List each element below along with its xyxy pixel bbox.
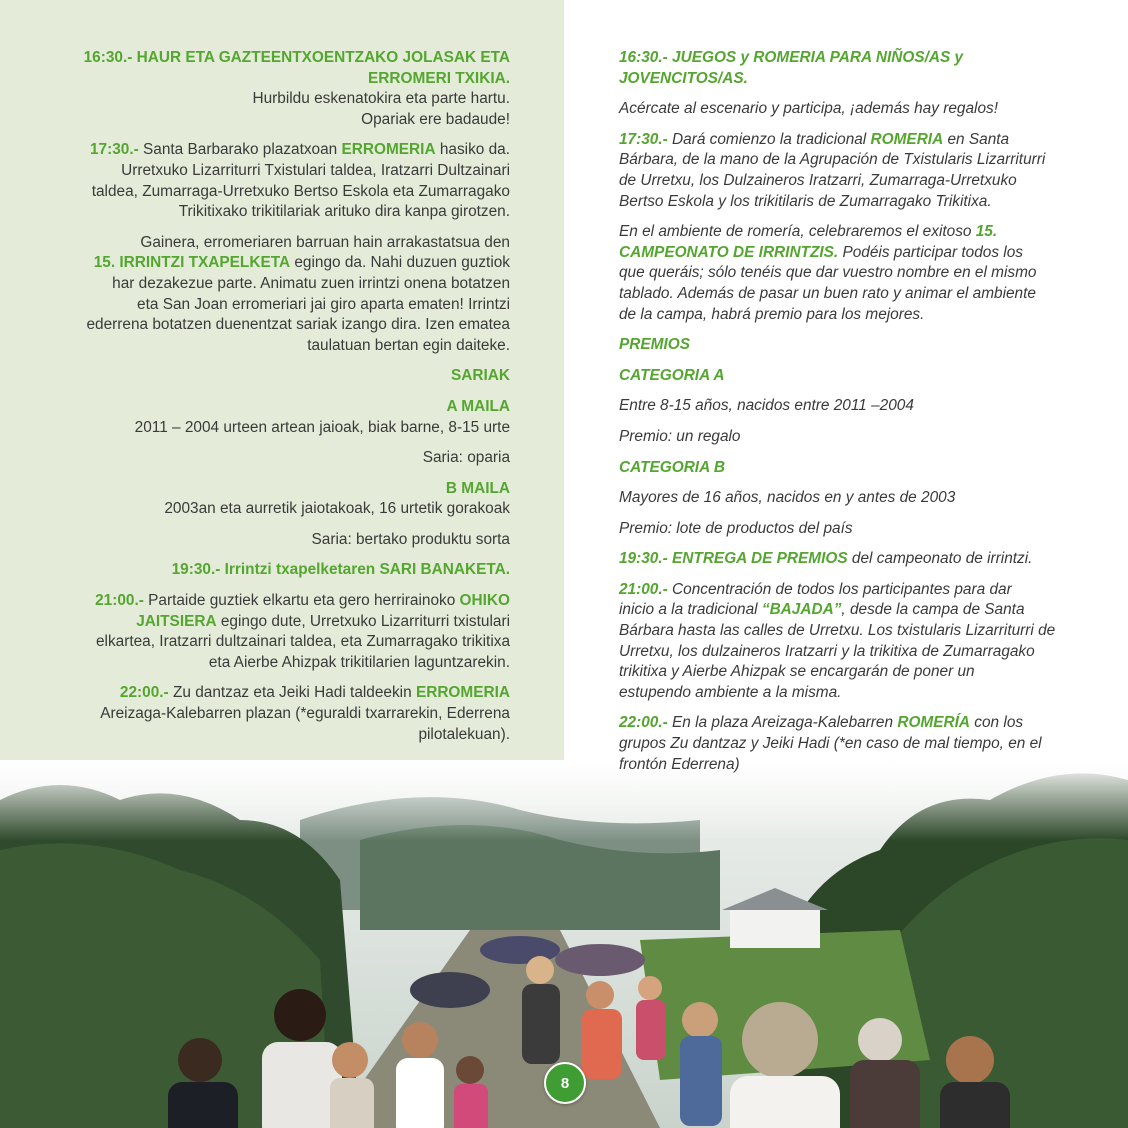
block-time: 21:00.- (95, 592, 144, 610)
left-block-irrintzi (50, 233, 510, 357)
block-time: 17:30.- (89, 141, 139, 159)
block-highlight: “BAJADA” (761, 601, 842, 619)
categoria-a-premio: Premio: un regalo (619, 427, 741, 445)
a-saria: Saria: oparia (422, 449, 510, 467)
block-title: JOVENCITOS/AS. (619, 69, 748, 87)
block-text: Urretxuko Lizarriturri Txistulari taldea, Iratzarri Dultzainari (121, 161, 510, 179)
block-text: taldea, Zumarraga-Urretxuko Bertso Eskola eta Zumarragako (91, 182, 510, 200)
categoria-b-text: Mayores de 16 años, nacidos en y antes de 2003 (619, 489, 956, 507)
categoria-b-premio: Premio: lote de productos del país (619, 519, 853, 537)
block-highlight: 15. IRRINTZI TXAPELKETA (93, 254, 291, 272)
right-block-2200 (619, 713, 1079, 775)
block-text: Bárbara, de la mano de la Agrupación de Txistularis Lizarriturri (619, 151, 1046, 169)
left-block-2100 (50, 591, 510, 673)
right-column-spanish (619, 48, 1079, 785)
block-text: Partaide guztiek elkartu eta gero herrirainoko (143, 592, 460, 610)
right-block-2100 (619, 580, 1079, 704)
categoria-a-text: Entre 8-15 años, nacidos entre 2011 –2004 (619, 397, 914, 415)
block-text: har dezakezue parte. Animatu zuen irrintzi onena botatzen (112, 274, 510, 292)
b-maila-block (50, 479, 510, 520)
block-text: Gainera, erromeriaren barruan hain arrakastatsua den (140, 233, 510, 251)
block-text: trikitixa y Aierbe Ahizpak se encargarán de poner un (619, 663, 975, 681)
block-text: En el ambiente de romería, celebraremos el exitoso (619, 223, 976, 241)
block-text: pilotalekuan). (418, 725, 510, 743)
block-highlight: ERROMERIA (415, 684, 510, 702)
block-time: 22:00.- (119, 684, 169, 702)
block-text: , desde la campa de Santa (841, 601, 1025, 619)
categoria-a-heading: CATEGORIA A (619, 366, 725, 384)
block-title: ERROMERI TXIKIA. (368, 69, 510, 87)
block-text: frontón Ederrena) (619, 755, 740, 773)
block-text: eta Aierbe Ahizpak trikitilarien laguntzarekin. (208, 653, 510, 671)
block-text: 2011 – 2004 urteen artean jaioak, biak barne, 8-15 urte (134, 418, 510, 436)
block-text: ederrena botatzen duenentzat sariak izango dira. Izen ematea (86, 316, 510, 334)
block-highlight: ERROMERIA (341, 141, 436, 159)
block-highlight: 19:30.- ENTREGA DE PREMIOS (619, 550, 848, 568)
block-highlight: OHIKO (459, 592, 510, 610)
block-text: estupendo ambiente a la misma. (619, 683, 842, 701)
left-block-1730 (50, 140, 510, 222)
block-text: Bertso Eskola y los trikitilaris de Zumarragako Trikitixa. (619, 192, 992, 210)
block-text: Trikitixako trikitilariak arituko dira kanpa girotzen. (178, 203, 510, 221)
a-maila-heading: A MAILA (446, 397, 510, 415)
block-highlight: CAMPEONATO DE IRRINTZIS. (619, 243, 839, 261)
block-highlight: ROMERIA (870, 130, 944, 148)
block-highlight: 15. (975, 223, 998, 241)
block-text: egingo da. Nahi duzuen guztiok (290, 254, 510, 272)
block-text: Opariak ere badaude! (361, 110, 510, 128)
block-text: Santa Barbarako plazatxoan (138, 141, 342, 159)
block-title: 16:30.- HAUR ETA GAZTEENTXOENTZAKO JOLASAK ETA (83, 49, 510, 66)
block-text: Areizaga-Kalebarren plazan (*eguraldi txarrarekin, Ederrena (100, 705, 510, 723)
block-text: tablado. Además de pasar un buen rato y animar el ambiente (619, 284, 1036, 302)
block-text: eta San Joan erromeriari jai giro aparta ematen! Irrintzi (137, 295, 510, 313)
left-block-2200 (50, 683, 510, 745)
block-text: en Santa (943, 130, 1010, 148)
block-highlight: JAITSIERA (136, 612, 217, 630)
left-block-1630 (50, 48, 510, 130)
block-text: 2003an eta aurretik jaiotakoak, 16 urtetik gorakoak (164, 500, 510, 518)
block-text: Zu dantzaz eta Jeiki Hadi taldeekin (168, 684, 416, 702)
block-text: de Urretxu, los Dulzaineros Iratzarri, Zumarraga-Urretxuko (619, 171, 1017, 189)
right-block-campeonato (619, 222, 1079, 325)
block-text: egingo dute, Urretxuko Lizarriturri txistulari (216, 612, 510, 630)
block-time: 22:00.- (619, 714, 668, 732)
block-text: Podéis participar todos los (838, 243, 1023, 261)
block-text: Hurbildu eskenatokira eta parte hartu. (252, 90, 510, 108)
a-maila-block (50, 397, 510, 438)
block-text: del campeonato de irrintzi. (847, 550, 1033, 568)
block-text: inicio a la tradicional (619, 601, 762, 619)
right-block-1730 (619, 130, 1079, 212)
block-text: Concentración de todos los participantes para dar (667, 580, 1012, 598)
block-text: Bárbara hasta las calles de Urretxu. Los txistularis Lizarriturri de (619, 622, 1056, 640)
categoria-b-heading: CATEGORIA B (619, 458, 726, 476)
b-saria: Saria: bertako produktu sorta (311, 530, 510, 548)
block-text: elkartea, Iratzarri dultzainari taldea, eta Zumarragako trikitixa (95, 633, 510, 651)
left-block-1930: 19:30.- Irrintzi txapelketaren SARI BANAKETA. (171, 561, 510, 579)
block-text: hasiko da. (435, 141, 510, 159)
page-number-badge: 8 (544, 1062, 586, 1104)
premios-heading: PREMIOS (619, 336, 690, 354)
block-time: 17:30.- (619, 130, 668, 148)
right-block-1930 (619, 549, 1079, 570)
left-column-basque (50, 48, 510, 755)
block-time: 21:00.- (619, 580, 668, 598)
right-block-1630 (619, 48, 1079, 89)
block-text: que queráis; sólo tenéis que dar vuestro nombre en el mismo (619, 264, 1037, 282)
block-text: Urretxu, los dulzaineros Iratzarri y la trikitixa de Zumarragako (619, 642, 1035, 660)
block-text: taulatuan bertan egin daiteke. (307, 336, 510, 354)
block-text: de la campa, habrá premio para los mejores. (619, 305, 925, 323)
sariak-heading: SARIAK (451, 367, 510, 385)
block-text: con los (970, 714, 1024, 732)
block-text: grupos Zu dantzaz y Jeiki Hadi (*en caso de mal tiempo, en el (619, 735, 1042, 753)
b-maila-heading: B MAILA (445, 479, 510, 497)
block-text: Dará comienzo la tradicional (667, 130, 871, 148)
block-highlight: ROMERÍA (897, 714, 971, 732)
block-title: 16:30.- JUEGOS y ROMERIA PARA NIÑOS/AS y (619, 49, 964, 66)
block-text: Acércate al escenario y participa, ¡además hay regalos! (619, 100, 998, 118)
block-text: En la plaza Areizaga-Kalebarren (667, 714, 898, 732)
